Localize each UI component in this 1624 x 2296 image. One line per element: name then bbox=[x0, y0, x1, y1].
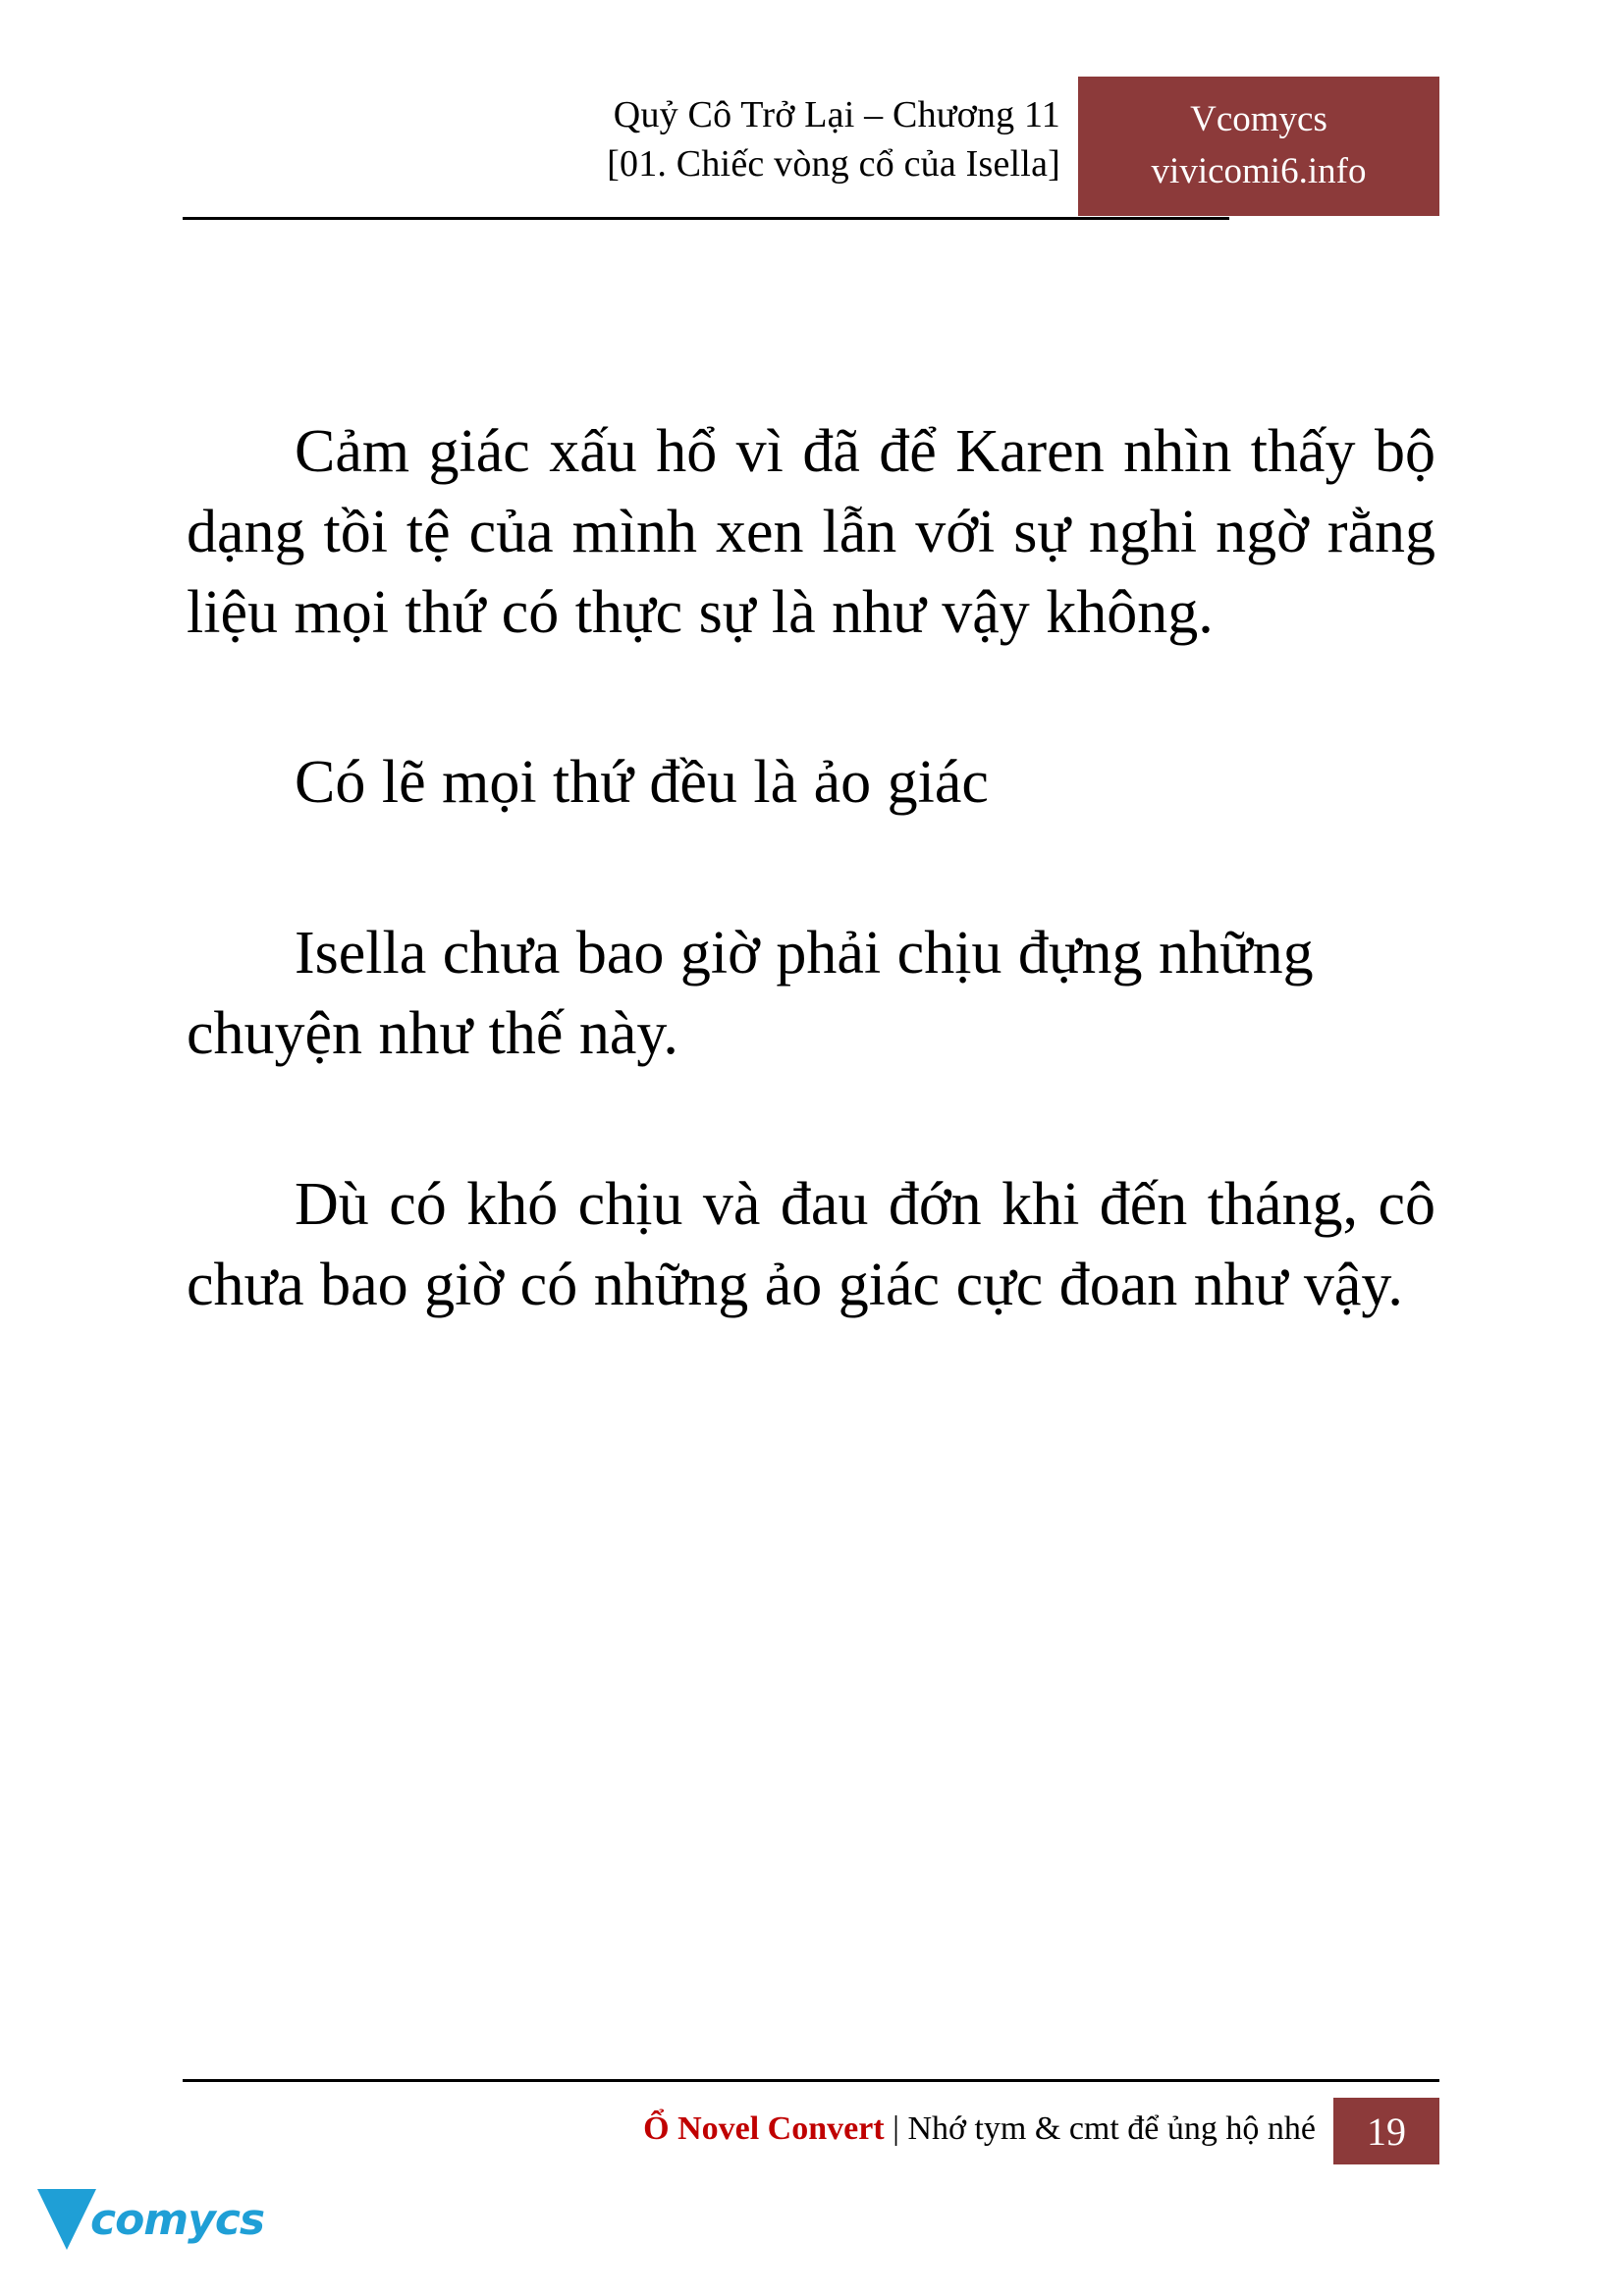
page-number-badge: 19 bbox=[1333, 2098, 1439, 2164]
header-title-line2: [01. Chiếc vòng cổ của Isella] bbox=[607, 143, 1060, 186]
header-brand-badge bbox=[1078, 77, 1439, 216]
footer-divider bbox=[183, 2079, 1439, 2082]
page-footer bbox=[183, 2079, 1439, 2164]
footer-credit bbox=[643, 2110, 1333, 2152]
header-inner bbox=[183, 77, 1439, 206]
watermark-label: comycs bbox=[90, 2194, 265, 2245]
header-title bbox=[607, 77, 1078, 188]
paragraph: Có lẽ mọi thứ đều là ảo giác bbox=[295, 749, 989, 817]
page-header bbox=[183, 77, 1439, 214]
footer-brand: Ổ Novel Convert bbox=[643, 2110, 885, 2147]
header-brand-url: vivicomi6.info bbox=[1151, 150, 1367, 191]
footer-row bbox=[183, 2098, 1439, 2164]
watermark-logo bbox=[37, 2177, 263, 2262]
footer-note: Nhớ tym & cmt để ủng hộ nhé bbox=[907, 2110, 1316, 2147]
paragraph: Cảm giác xấu hổ vì đã để Karen nhìn thấy bộ dạng tồi tệ của mình xen lẫn với sự nghi ngờ rằng liệu mọi thứ có thực sự là như vậy không. bbox=[187, 418, 1435, 646]
header-title-line1: Quỷ Cô Trở Lại – Chương 11 bbox=[613, 94, 1060, 135]
page-content bbox=[187, 412, 1435, 1416]
paragraph: Isella chưa bao giờ phải chịu đựng những chuyện như thế này. bbox=[187, 920, 1314, 1068]
header-brand-name: Vcomycs bbox=[1190, 99, 1327, 139]
header-divider bbox=[183, 217, 1229, 220]
vcomycs-v-icon bbox=[37, 2189, 96, 2250]
paragraph: Dù có khó chịu và đau đớn khi đến tháng, cô chưa bao giờ có những ảo giác cực đoan như vậy. bbox=[187, 1170, 1435, 1318]
footer-separator: | bbox=[893, 2110, 899, 2147]
